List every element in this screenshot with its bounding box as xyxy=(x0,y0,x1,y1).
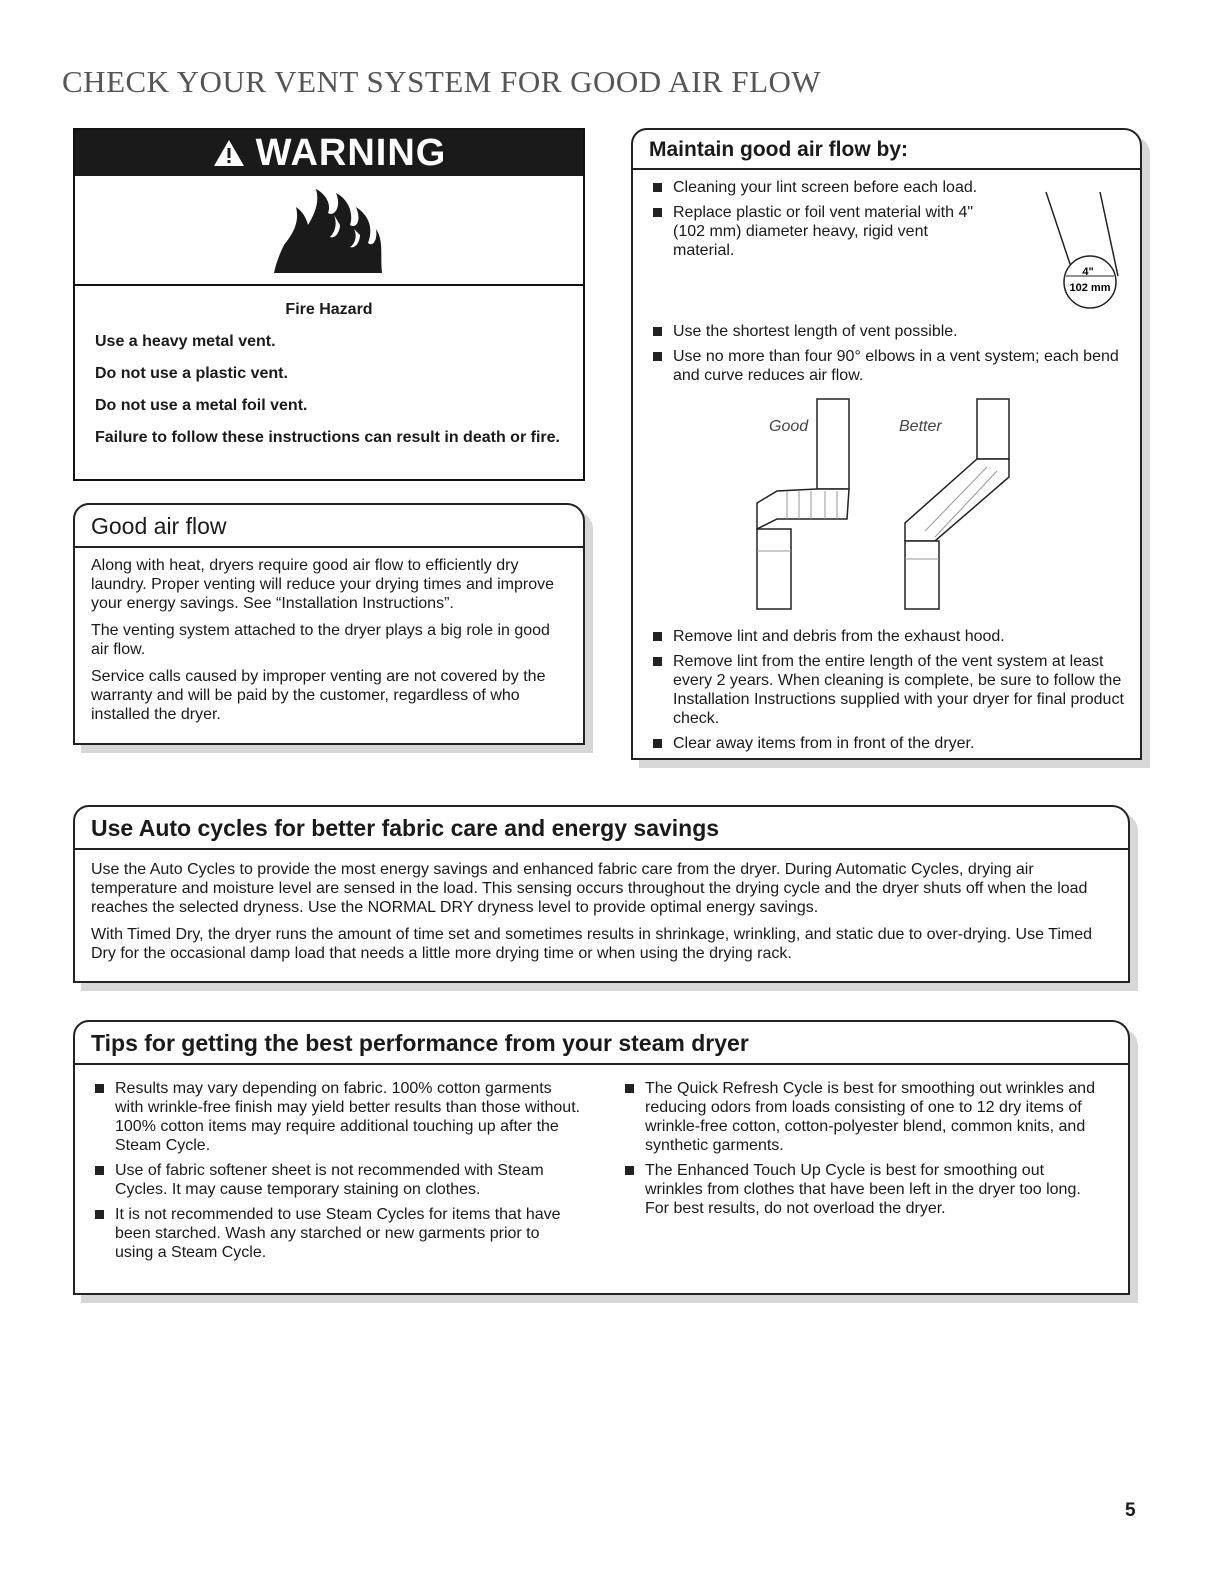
section-title: Use Auto cycles for better fabric care and energy savings xyxy=(75,807,1128,850)
section-title: Good air flow xyxy=(75,505,583,548)
fire-graphic xyxy=(75,176,583,286)
section-title: Tips for getting the best performance from your steam dryer xyxy=(75,1022,1128,1065)
good-air-flow-section xyxy=(73,503,585,745)
elbow-label-good: Good xyxy=(769,418,809,435)
list-item: Use the shortest length of vent possible. xyxy=(649,322,1119,341)
list-item: Remove lint and debris from the exhaust hood. xyxy=(649,627,1124,646)
list-item: Results may vary depending on fabric. 100% cotton garments with wrinkle-free finish may yield better results than those without. 100% cotton items may require additional touching up after the Steam Cycle. xyxy=(91,1079,581,1155)
paragraph: With Timed Dry, the dryer runs the amount of time set and sometimes results in shrinkage, wrinkling, and static due to over-drying. Use Timed Dry for the occasional damp load that needs a little more drying time or when using the drying rack. xyxy=(91,926,1093,962)
fire-hazard-warning xyxy=(73,128,585,481)
paragraph: Service calls caused by improper venting are not covered by the warranty and will be paid by the customer, regardless of who installed the dryer. xyxy=(91,668,546,723)
fire-icon xyxy=(264,185,394,275)
paragraph: The venting system attached to the dryer plays a big role in good air flow. xyxy=(91,622,550,658)
list-item: Clear away items from in front of the dryer. xyxy=(649,734,1124,753)
list-item: It is not recommended to use Steam Cycles for items that have been starched. Wash any starched or new garments prior to using a Steam Cycle. xyxy=(91,1205,581,1262)
list-item: The Enhanced Touch Up Cycle is best for smoothing out wrinkles from clothes that have been left in the dryer too long. For best results, do not overload the dryer. xyxy=(621,1161,1101,1218)
warning-header xyxy=(75,130,583,176)
maintain-air-flow-section xyxy=(631,128,1142,760)
vent-elbow-diagram xyxy=(729,391,1049,621)
hazard-label: Fire Hazard xyxy=(285,301,373,318)
warning-line: Failure to follow these instructions can result in death or fire. xyxy=(95,429,560,446)
paragraph: Use the Auto Cycles to provide the most energy savings and enhanced fabric care from the dryer. During Automatic Cycles, drying air temperature and moisture level are sensed in the load. This sensing occurs throughout the drying cycle and the dryer shuts off when the load reaches the selected dryness. Use the NORMAL DRY dryness level to provide optimal energy savings. xyxy=(91,861,1088,916)
vent-diameter-diagram xyxy=(1038,190,1128,310)
warning-line: Do not use a metal foil vent. xyxy=(95,397,308,414)
page-title: CHECK YOUR VENT SYSTEM FOR GOOD AIR FLOW xyxy=(62,64,822,99)
auto-cycles-section xyxy=(73,805,1130,983)
diagram-label-mm: 102 mm xyxy=(1069,282,1111,294)
page-number: 5 xyxy=(1125,1500,1136,1521)
paragraph: Along with heat, dryers require good air flow to efficiently dry laundry. Proper venting will reduce your drying times and improve your energy savings. See “Installation Instructions”. xyxy=(91,557,555,612)
warning-line: Use a heavy metal vent. xyxy=(95,333,276,350)
steam-dryer-tips-section xyxy=(73,1020,1130,1295)
list-item: Use no more than four 90° elbows in a vent system; each bend and curve reduces air flow. xyxy=(649,347,1119,385)
list-item: Replace plastic or foil vent material with 4" (102 mm) diameter heavy, rigid vent material. xyxy=(649,203,989,260)
warning-title: WARNING xyxy=(255,131,447,174)
list-item: The Quick Refresh Cycle is best for smoothing out wrinkles and reducing odors from loads consisting of one to 12 dry items of wrinkle-free cotton, cotton-polyester blend, common knits, and synthetic garments. xyxy=(621,1079,1101,1155)
section-title: Maintain good air flow by: xyxy=(633,130,1140,170)
elbow-label-better: Better xyxy=(899,418,942,435)
warning-line: Do not use a plastic vent. xyxy=(95,365,288,382)
diagram-label-inch: 4" xyxy=(1082,266,1094,278)
warning-triangle-icon xyxy=(212,138,246,168)
list-item: Cleaning your lint screen before each load. xyxy=(649,178,989,197)
list-item: Remove lint from the entire length of the vent system at least every 2 years. When cleaning is complete, be sure to follow the Installation Instructions supplied with your dryer for final product check. xyxy=(649,652,1124,728)
list-item: Use of fabric softener sheet is not recommended with Steam Cycles. It may cause temporary staining on clothes. xyxy=(91,1161,581,1199)
